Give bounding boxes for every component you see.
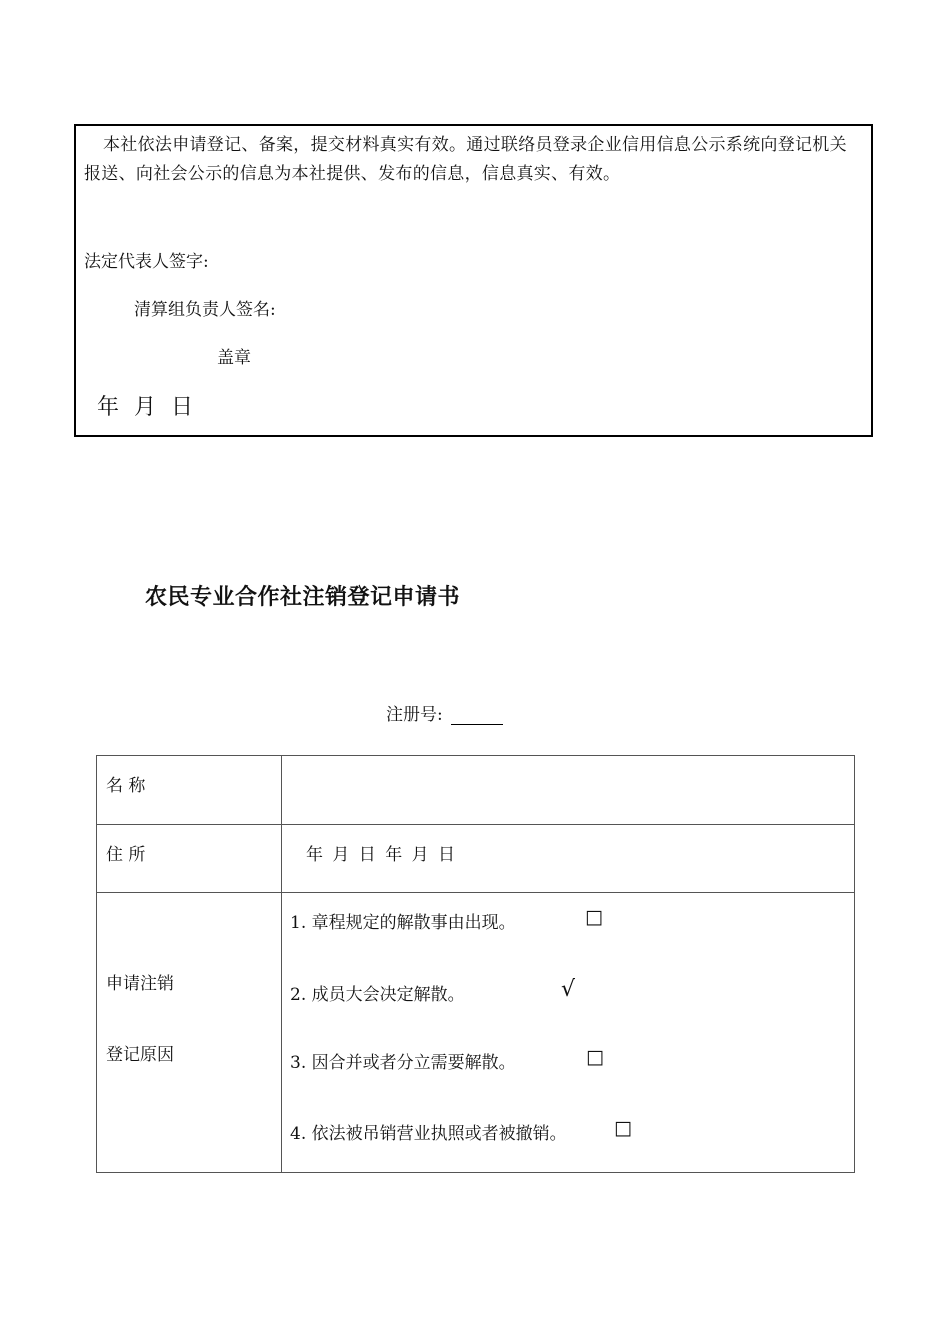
registration-number-blank[interactable]	[451, 706, 503, 725]
name-label-cell	[97, 756, 282, 825]
cancellation-form-table	[96, 755, 855, 1173]
reason-label-line1: 申请注销	[106, 974, 174, 994]
reason-option-3-checkbox[interactable]: □	[586, 1046, 604, 1068]
declaration-text: 本社依法申请登记、备案，提交材料真实有效。通过联络员登录企业信用信息公示系统向登记机关报送、向社会公示的信息为本社提供、发布的信息，信息真实、有效。	[84, 135, 847, 184]
seal-label: 盖章	[217, 348, 251, 368]
address-label: 住 所	[106, 845, 146, 865]
reason-option-1-checkbox[interactable]: □	[585, 906, 603, 928]
address-value-cell[interactable]	[282, 825, 855, 893]
reason-option-4-checkbox[interactable]: □	[614, 1117, 632, 1139]
name-value	[282, 756, 854, 771]
declaration-date: 年 月 日	[97, 395, 194, 420]
reason-option-4: 4. 依法被吊销营业执照或者被撤销。	[290, 1124, 567, 1144]
reason-option-2: 2. 成员大会决定解散。	[290, 985, 465, 1005]
address-value: 年 月 日 年 月 日	[306, 845, 456, 865]
reason-options-cell	[282, 893, 855, 1173]
reason-options	[282, 893, 854, 1172]
liquidation-lead-signature-label: 清算组负责人签名:	[134, 300, 276, 320]
registration-number	[386, 700, 503, 725]
reason-label-cell	[97, 893, 282, 1173]
reason-label-line2: 登记原因	[106, 1045, 174, 1065]
address-label-cell	[97, 825, 282, 893]
table-row-name	[97, 756, 855, 825]
reason-option-1: 1. 章程规定的解散事由出现。	[290, 913, 516, 933]
legal-representative-signature-label: 法定代表人签字:	[84, 252, 209, 272]
declaration-box	[74, 124, 873, 437]
table-row-reason	[97, 893, 855, 1173]
name-value-cell[interactable]	[282, 756, 855, 825]
name-label: 名 称	[106, 776, 146, 796]
reason-option-2-checkmark[interactable]: √	[561, 977, 576, 1002]
registration-number-label: 注册号:	[386, 705, 443, 725]
table-row-address	[97, 825, 855, 893]
form-title: 农民专业合作社注销登记申请书	[145, 584, 461, 610]
reason-option-3: 3. 因合并或者分立需要解散。	[290, 1053, 516, 1073]
